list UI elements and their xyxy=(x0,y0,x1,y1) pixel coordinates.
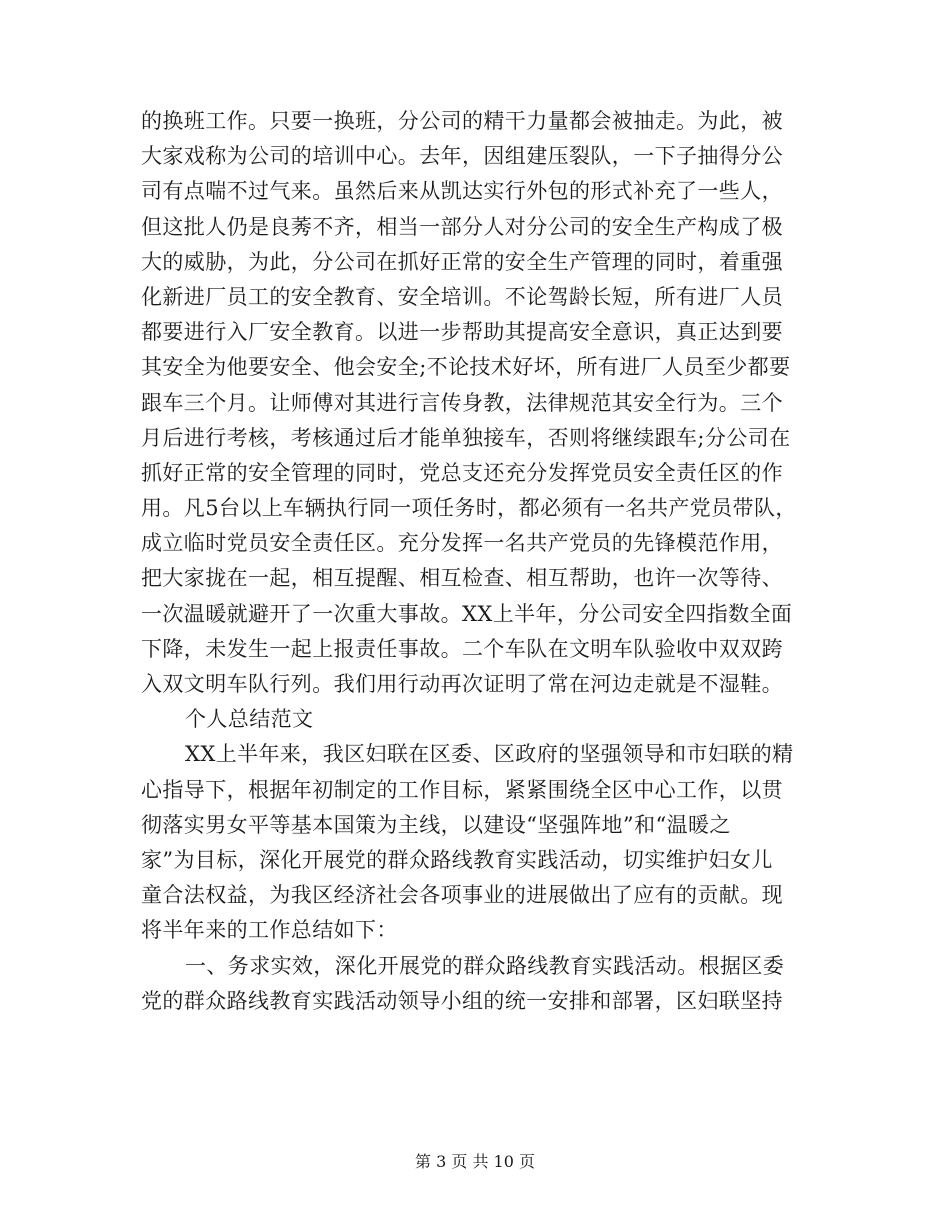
text-line: 心指导下，根据年初制定的工作目标，紧紧围绕全区中心工作，以贯 xyxy=(141,777,783,802)
text-line: 跟车三个月。让师傅对其进行言传身教，法律规范其安全行为。三个 xyxy=(141,390,783,415)
text-line: 彻落实男女平等基本国策为主线，以建设“坚强阵地”和“温暖之 xyxy=(141,812,731,837)
text-line: 抓好正常的安全管理的同时，党总支还充分发挥党员安全责任区的作 xyxy=(141,460,783,485)
text-line: 入双文明车队行列。我们用行动再次证明了常在河边走就是不湿鞋。 xyxy=(141,672,783,696)
paragraph-start-line: 一、务求实效，深化开展党的群众路线教育实践活动。根据区委 xyxy=(185,953,785,978)
text-line: 党的群众路线教育实践活动领导小组的统一安排和部署，区妇联坚持 xyxy=(141,988,783,1013)
text-line: 一次温暖就避开了一次重大事故。XX上半年，分公司安全四指数全面 xyxy=(141,601,793,626)
text-line: 用。凡5台以上车辆执行同一项任务时，都必须有一名共产党员带队， xyxy=(141,496,797,521)
text-line: 家”为目标，深化开展党的群众路线教育实践活动，切实维护妇女儿 xyxy=(141,847,773,872)
page-number-footer: 第 3 页 共 10 页 xyxy=(415,1152,535,1171)
text-line: 把大家拢在一起，相互提醒、相互检查、相互帮助，也许一次等待、 xyxy=(141,566,783,591)
text-line: 下降，未发生一起上报责任事故。二个车队在文明车队验收中双双跨 xyxy=(141,636,783,661)
text-line: 大家戏称为公司的培训中心。去年，因组建压裂队，一下子抽得分公 xyxy=(141,144,783,169)
paragraph-start-line: XX上半年来，我区妇联在区委、区政府的坚强领导和市妇联的精 xyxy=(185,742,794,767)
text-line: 化新进厂员工的安全教育、安全培训。不论驾龄长短，所有进厂人员 xyxy=(141,284,783,309)
text-line: 成立临时党员安全责任区。充分发挥一名共产党员的先锋模范作用， xyxy=(141,531,783,556)
text-line: 童合法权益，为我区经济社会各项事业的进展做出了应有的贡献。现 xyxy=(141,883,783,908)
text-line: 但这批人仍是良莠不齐，相当一部分人对分公司的安全生产构成了极 xyxy=(141,214,783,239)
text-line: 月后进行考核，考核通过后才能单独接车，否则将继续跟车;分公司在 xyxy=(141,425,791,450)
text-line: 其安全为他要安全、他会安全;不论技术好坏，所有进厂人员至少都要 xyxy=(141,355,791,380)
document-body xyxy=(141,104,809,1019)
text-line: 司有点喘不过气来。虽然后来从凯达实行外包的形式补充了一些人， xyxy=(141,179,783,204)
text-line: 大的威胁，为此，分公司在抓好正常的安全生产管理的同时，着重强 xyxy=(141,249,783,274)
text-line: 将半年来的工作总结如下： xyxy=(141,918,398,943)
text-line: 都要进行入厂安全教育。以进一步帮助其提高安全意识，真正达到要 xyxy=(141,320,783,345)
text-line: 的换班工作。只要一换班，分公司的精干力量都会被抽走。为此，被 xyxy=(141,109,783,133)
section-heading: 个人总结范文 xyxy=(185,707,314,732)
